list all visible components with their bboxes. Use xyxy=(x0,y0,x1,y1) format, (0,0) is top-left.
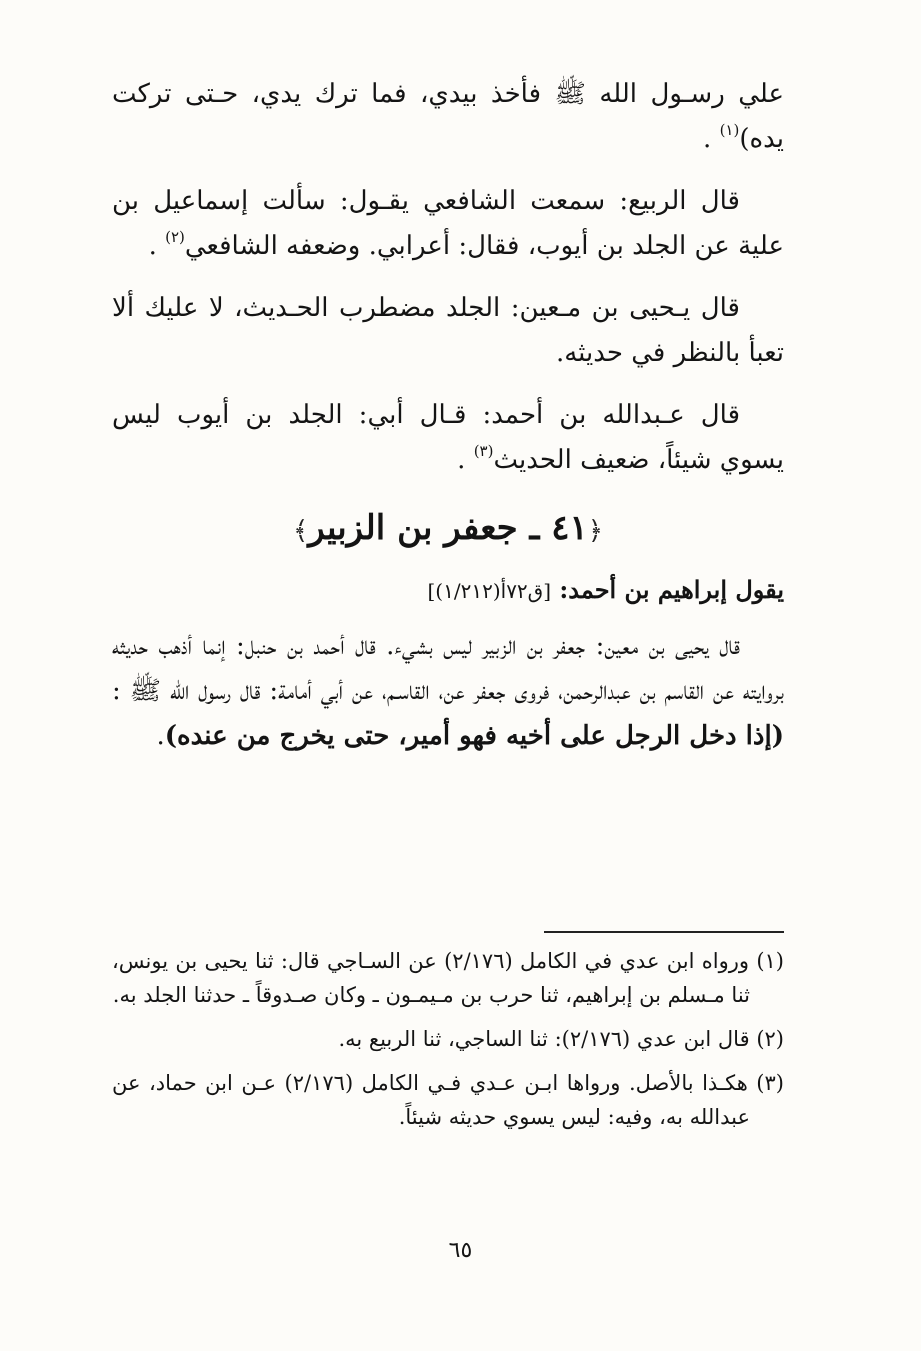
footnote-ref-3[interactable]: (٣) xyxy=(473,442,494,460)
paragraph-1 xyxy=(112,72,784,162)
footnote-ref-1[interactable]: (١) xyxy=(719,121,740,139)
footnote-3-number: (٣) xyxy=(756,1071,784,1095)
subheading xyxy=(112,569,784,612)
hadith-quote: (إذا دخل الرجل على أخيه فهو أمير، حتى يخرج من عنده) xyxy=(164,721,784,751)
paragraph-3-text: قال يـحيى بن مـعين: الجلد مضطرب الحـديث، لا عليك ألا تعبأ بالنظر في حديثه. xyxy=(112,293,784,368)
paragraph-3 xyxy=(112,286,784,376)
paragraph-1-end: . xyxy=(703,124,712,154)
footnote-3-text: هكـذا بالأصل. ورواها ابـن عـدي فـي الكامل (٢/١٧٦) عـن ابن حماد، عن عبدالله به، وفيه: ليس يسوي حديثه شيئاً. xyxy=(112,1071,750,1129)
page-body xyxy=(112,72,784,776)
footnote-3 xyxy=(112,1066,784,1134)
paragraph-2-text: قال الربيع: سمعت الشافعي يقـول: سألت إسماعيل بن علية عن الجلد بن أيوب، فقال: أعرابي. وضعفه الشافعي xyxy=(112,186,784,261)
page-number: ٦٥ xyxy=(448,1238,473,1263)
footnote-1-text: ورواه ابن عدي في الكامل (٢/١٧٦) عن السـاجي قال: ثنا يحيى بن يونس، ثنا مـسلم بن إبراهيم، ثنا حرب بن مـيمـون ـ وكان صـدوقاً ـ حدثنا الجلد به. xyxy=(112,949,750,1007)
paragraph-5-end: . xyxy=(156,721,165,751)
paragraph-2-end: . xyxy=(148,231,157,261)
ornament-right: ﴿ xyxy=(587,516,604,546)
paragraph-2 xyxy=(112,179,784,269)
footnote-2 xyxy=(112,1022,784,1056)
paragraph-4-end: . xyxy=(457,445,466,475)
paragraph-4-text: قال عـبدالله بن أحمد: قـال أبي: الجلد بن أيوب ليس يسوي شيئاً، ضعيف الحديث xyxy=(112,400,784,475)
footnote-1 xyxy=(112,944,784,1012)
paragraph-5 xyxy=(112,624,784,759)
manuscript-ref: [ق٧٢أ(١/٢١٢)] xyxy=(427,579,551,603)
footnote-divider xyxy=(544,931,784,933)
footnote-2-number: (٢) xyxy=(756,1027,784,1051)
ornament-left: ﴾ xyxy=(292,516,309,546)
paragraph-4 xyxy=(112,393,784,483)
footnote-2-text: قال ابن عدي (٢/١٧٦): ثنا الساجي، ثنا الربيع به. xyxy=(338,1027,750,1051)
paragraph-1-text: علي رسـول الله ﷺ فأخذ بيدي، فما ترك يدي، حـتى تركت يده) xyxy=(112,79,784,154)
paragraph-5-text: قال يحيى بن معين: جعفر بن الزبير ليس بشيء. قال أحمد بن حنبل: إنما أذهب حديثه بروايته عن القاسم بن عبدالرحمن، فروى جعفر عن، القاسـم، عن أبي أمامة: قال رسول الله ﷺ : xyxy=(112,631,784,706)
footnotes xyxy=(112,944,784,1144)
footnote-1-number: (١) xyxy=(756,949,784,973)
section-heading xyxy=(112,500,784,559)
section-heading-text: ٤١ ـ جعفر بن الزبير xyxy=(308,508,588,548)
footnote-ref-2[interactable]: (٢) xyxy=(165,228,185,246)
subheading-text: يقول إبراهيم بن أحمد: xyxy=(559,575,784,604)
